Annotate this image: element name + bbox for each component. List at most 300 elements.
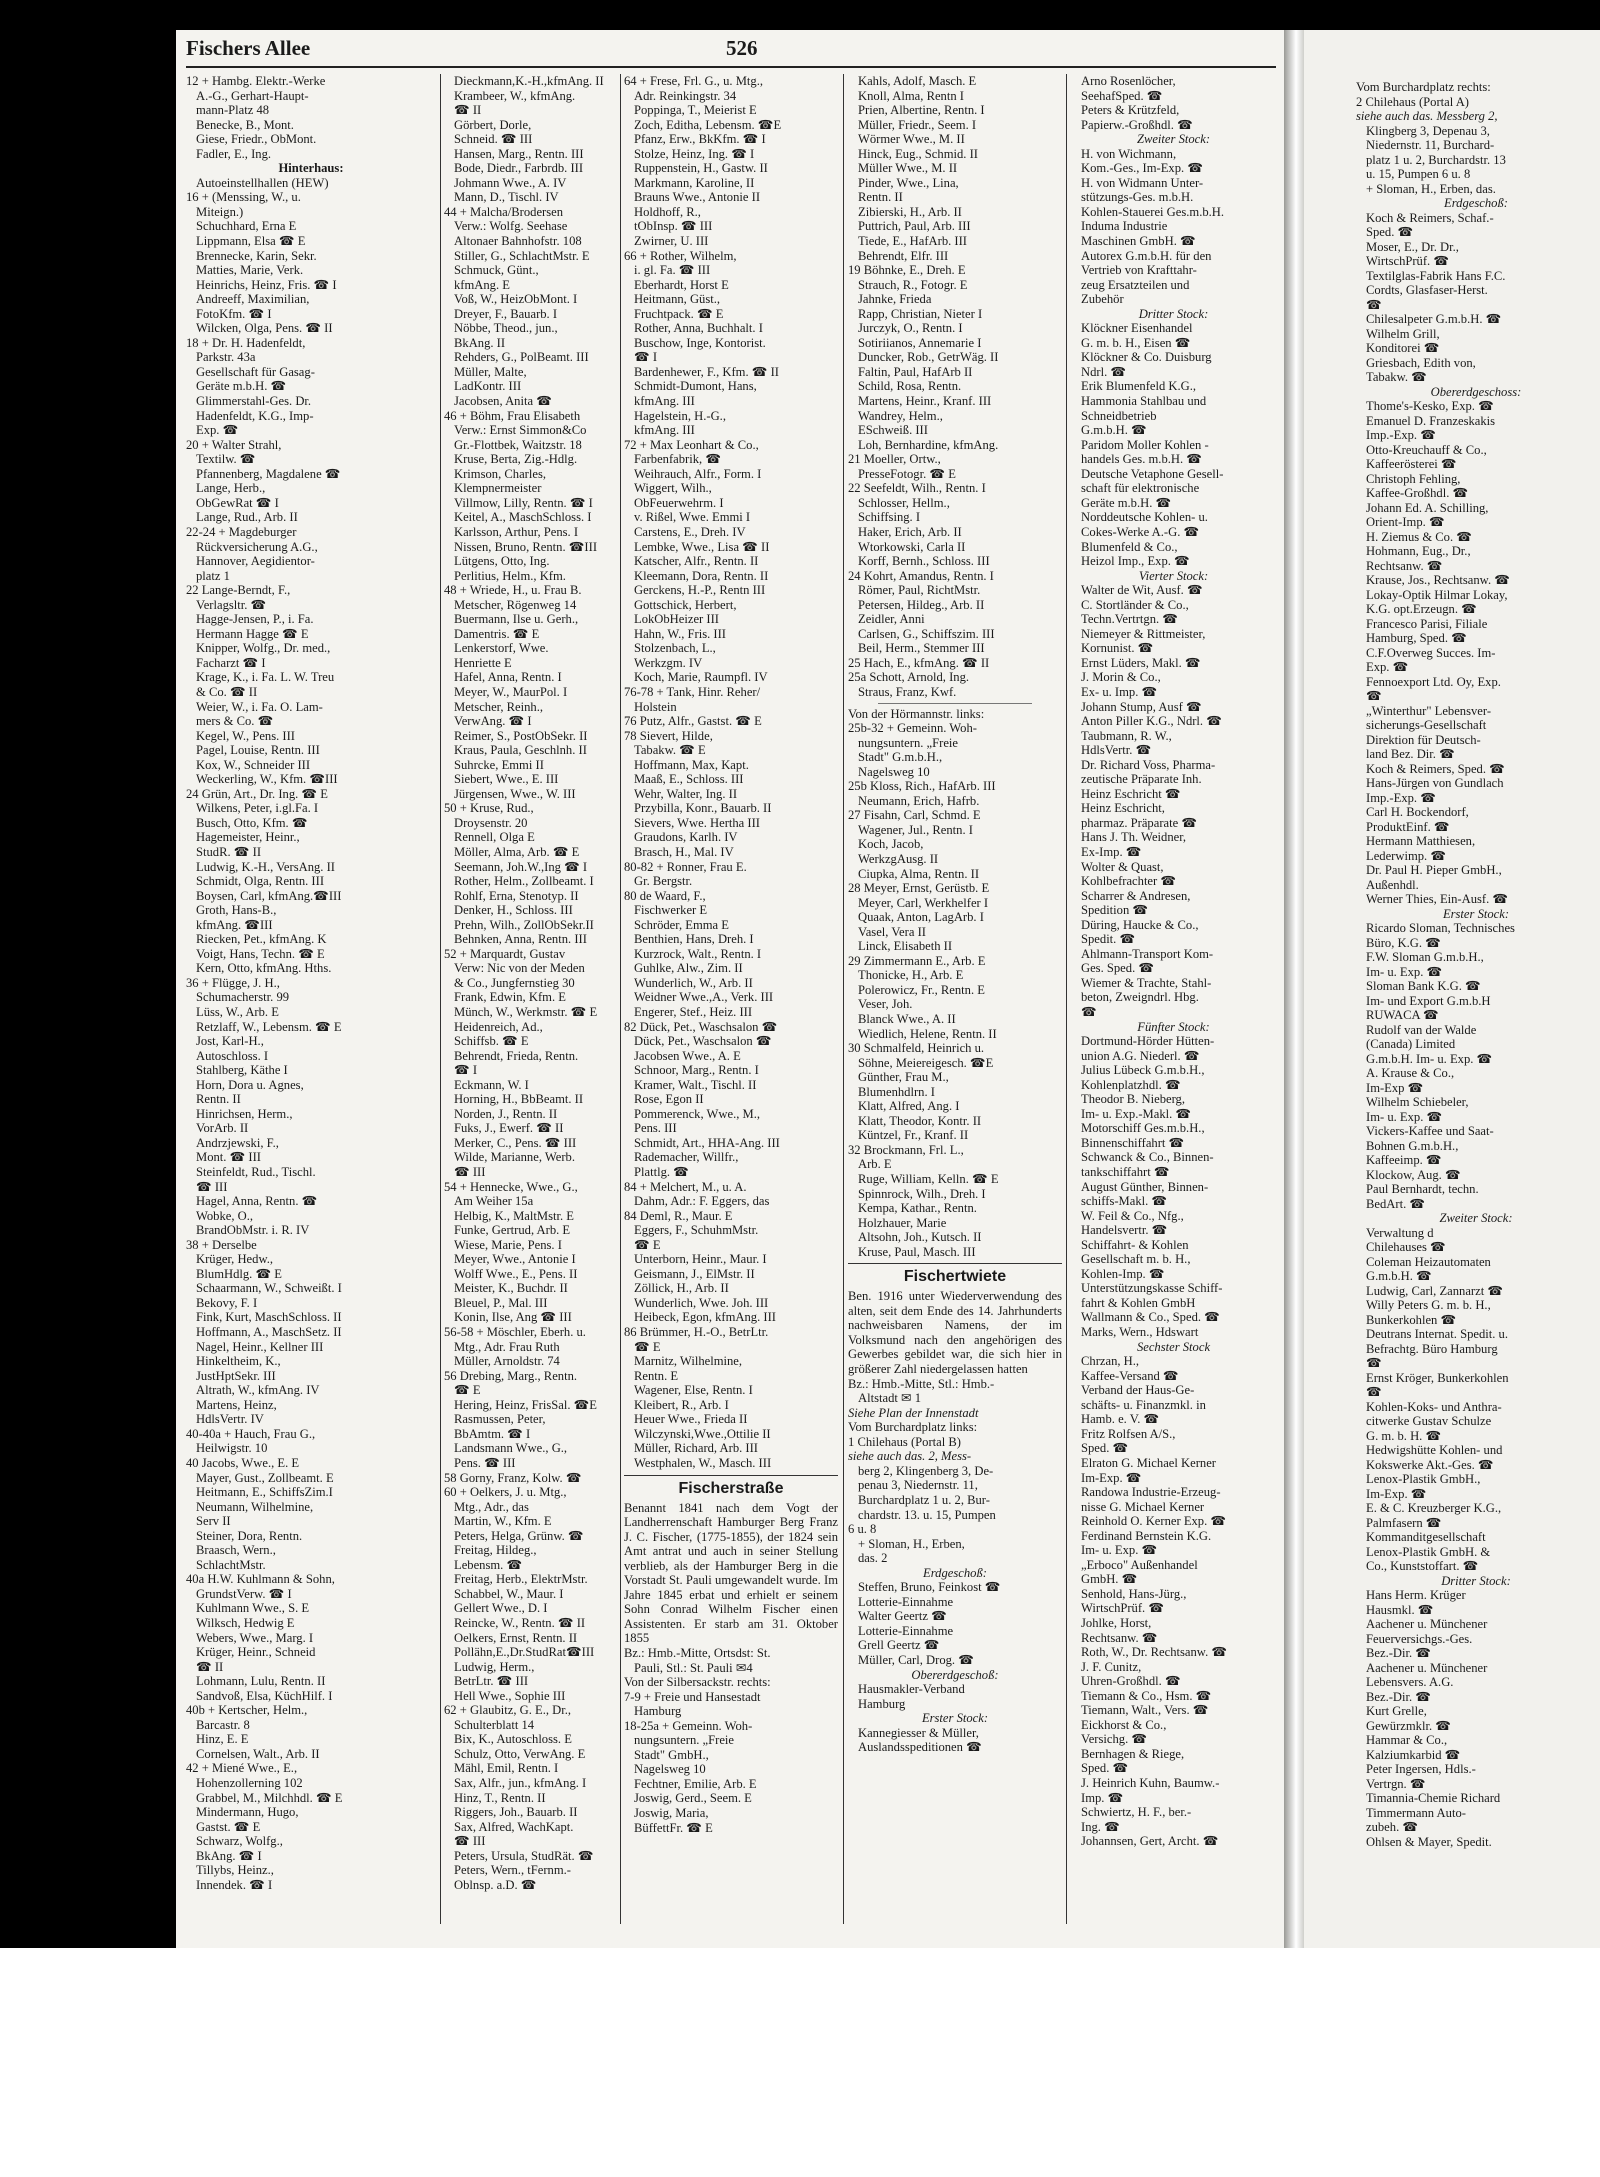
entry-line: Tiemann, Walt., Vers. ☎ [1081, 1703, 1209, 1718]
entry-line: Hoffmann, A., MaschSetz. II [196, 1325, 342, 1340]
entry-line: Sievers, Wwe. Hertha III [634, 815, 761, 830]
entry-line: Kegel, W., Pens. III [196, 728, 295, 743]
entry-line: Frank, Edwin, Kfm. E [454, 990, 566, 1005]
entry-line: Kurt Grelle, [1366, 1704, 1427, 1718]
entry-line: kfmAng. III [634, 423, 695, 438]
entry-line: Coleman Heizautomaten [1366, 1254, 1491, 1269]
entry-line: Koch, Jacob, [858, 837, 924, 852]
entry-line: Lütgens, Otto, Ing. [454, 554, 550, 569]
entry-line: Kox, W., Schneider III [196, 757, 311, 772]
entry-line: Seemann, Joh.W.,Ing ☎ I [454, 859, 588, 874]
entry-line: Werkzgm. IV [634, 655, 703, 670]
entry-line: 22 Lange-Berndt, F., [186, 583, 291, 598]
entry-line: Heitmann, Güst., [634, 292, 721, 307]
entry-line: Barcastr. 8 [196, 1717, 250, 1732]
entry-line: Müller, Friedr., Seem. I [858, 117, 977, 132]
entry-line: Kohlen-Koks- und Anthra- [1366, 1399, 1502, 1414]
entry-line: H. von Wichmann, [1081, 146, 1177, 161]
running-head: Fischers Allee [186, 36, 311, 60]
entry-line: Sandvoß, Elsa, KüchHilf. I [196, 1688, 333, 1703]
entry-line: chardstr. 13. u. 15, Pumpen [858, 1507, 996, 1522]
entry-line: Pagel, Louise, Rentn. III [196, 743, 320, 758]
entry-line: Ludwig, K.-H., VersAng. II [196, 859, 335, 874]
entry-line: Vertrgn. ☎ [1366, 1776, 1426, 1791]
entry-line: ☎ [1366, 1385, 1382, 1399]
entry-line: Joswig, Gerd., Seem. E [634, 1791, 752, 1806]
entry-line: Strauch, R., Fotogr. E [858, 277, 968, 292]
entry-line: (Canada) Limited [1366, 1037, 1456, 1051]
entry-line: Hannover, Aegidientor- [196, 554, 315, 569]
entry-line: ☎ [1366, 689, 1382, 703]
entry-line: mers & Co. ☎ [196, 714, 274, 729]
entry-line: Zöllick, H., Arb. II [634, 1281, 729, 1296]
entry-line: Ohlsen & Mayer, Spedit. [1366, 1834, 1492, 1849]
entry-line: Altsohn, Joh., Kutsch. II [858, 1230, 982, 1245]
entry-line: Benthien, Hans, Dreh. I [634, 932, 754, 947]
entry-line: Rohlf, Erna, Stenotyp. II [454, 888, 579, 903]
entry-line: Przybilla, Konr., Bauarb. II [634, 801, 772, 816]
entry-line: 76-78 + Tank, Hinr. Reher/ [624, 684, 761, 699]
entry-line: Schlosser, Hellm., [858, 495, 950, 510]
entry-line: Hagge-Jensen, P., i. Fa. [196, 612, 314, 627]
column-divider [1066, 74, 1067, 1924]
entry-line: Nagelsweg 10 [634, 1762, 706, 1777]
entry-line: Nissen, Bruno, Rentn. ☎III [454, 539, 598, 554]
entry-line: 24 Kohrt, Amandus, Rentn. I [848, 568, 994, 583]
entry-line: Behnken, Anna, Rentn. III [454, 932, 587, 947]
entry-line: Beil, Herm., Stemmer III [858, 641, 985, 656]
entry-line: Heizol Imp., Exp. ☎ [1081, 554, 1190, 569]
entry-line: BetrLtr. ☎ III [454, 1674, 529, 1689]
entry-line: Rademacher, Willfr., [634, 1150, 739, 1165]
entry-line: i. gl. Fa. ☎ III [634, 263, 711, 278]
entry-line: Konditorei ☎ [1366, 341, 1440, 355]
entry-line: ObFeuerwehrm. I [634, 495, 724, 510]
entry-line: Geismann, J., ElMstr. II [634, 1266, 755, 1281]
entry-line: Schneid. ☎ III [454, 132, 533, 147]
entry-line: platz 1 [196, 568, 230, 583]
entry-line: 54 + Hennecke, Wwe., G., [444, 1179, 578, 1194]
entry-line: Im- u. Exp. ☎ [1366, 1109, 1443, 1124]
entry-line: 80 de Waard, F., [624, 888, 706, 903]
entry-line: Bunkerkohlen ☎ [1366, 1312, 1457, 1327]
entry-line: Sped. ☎ [1081, 1761, 1129, 1776]
entry-line: Peters & Krützfeld, [1081, 103, 1180, 118]
column-3 [624, 74, 838, 1835]
entry-line: ProduktEinf. ☎ [1366, 819, 1450, 834]
entry-line: 48 + Wriede, H., u. Frau B. [444, 583, 582, 598]
entry-line: 46 + Böhm, Frau Elisabeth [444, 408, 581, 423]
entry-line: Innendek. ☎ I [196, 1877, 273, 1892]
entry-line: Schumacherstr. 99 [196, 990, 290, 1005]
entry-line: C.F.Overweg Succes. Im- [1366, 645, 1496, 660]
entry-line: Fechtner, Emilie, Arb. E [634, 1776, 757, 1791]
entry-line: Gr. Bergstr. [634, 874, 693, 889]
entry-line: Tabakw. ☎ E [634, 743, 706, 758]
entry-line: Paridom Moller Kohlen - [1081, 437, 1209, 452]
entry-line: Hafel, Anna, Rentn. I [454, 670, 562, 685]
entry-line: Klockow, Aug. ☎ [1366, 1167, 1461, 1182]
entry-line: Gellert Wwe., D. I [454, 1601, 548, 1616]
entry-line: RUWACA ☎ [1366, 1008, 1439, 1022]
entry-line: Verw.: Wolfg. Seehase [454, 219, 568, 234]
entry-line: Busch, Otto, Kfm. ☎ [196, 815, 308, 830]
entry-line: Rose, Egon II [634, 1092, 704, 1107]
entry-line: 66 + Rother, Wilhelm, [624, 248, 737, 263]
entry-line: Motorschiff Ges.m.b.H., [1081, 1121, 1205, 1136]
entry-line: Buermann, Ilse u. Gerh., [454, 612, 579, 627]
entry-line: Loh, Bernhardine, kfmAng. [858, 437, 999, 452]
entry-line: Fruchtpack. ☎ E [634, 306, 724, 321]
entry-line: Klingberg 3, Depenau 3, [1366, 123, 1490, 138]
entry-line: SeehafSped. ☎ [1081, 88, 1163, 103]
entry-line: Benecke, B., Mont. [196, 117, 294, 132]
entry-line: Jacobsen Wwe., A. E [634, 1048, 741, 1063]
entry-line: Bez.-Dir. ☎ [1366, 1646, 1431, 1660]
entry-line: zeutische Präparate Inh. [1081, 772, 1202, 787]
entry-line: BrandObMstr. i. R. IV [196, 1223, 310, 1238]
entry-line: Schiffahrt- & Kohlen [1081, 1237, 1189, 1252]
entry-line: Chilesalpeter G.m.b.H. ☎ [1366, 312, 1502, 326]
entry-line: Hammonia Stahlbau und [1081, 394, 1207, 409]
entry-line: 32 Brockmann, Frl. L., [848, 1142, 964, 1157]
entry-line: Am Weiher 15a [454, 1194, 534, 1209]
entry-line: Kempa, Kathar., Rentn. [858, 1201, 977, 1216]
entry-line: Fink, Kurt, MaschSchloss. II [196, 1310, 342, 1325]
entry-line: Von der Silbersackstr. rechts: [624, 1675, 771, 1690]
entry-line: Anton Piller K.G., Ndrl. ☎ [1081, 714, 1222, 729]
entry-line: Tabakw. ☎ [1366, 370, 1427, 384]
entry-line: Korff, Bernh., Schloss. III [858, 554, 990, 569]
entry-line: Pinder, Wwe., Lina, [858, 175, 959, 190]
column-2 [444, 74, 616, 1892]
entry-line: Blumenfeld & Co., [1081, 539, 1178, 554]
entry-line: 16 + (Menssing, W., u. [186, 190, 301, 205]
entry-line: Schulz, Otto, VerwAng. E [454, 1746, 586, 1761]
entry-line: Im- und Export G.m.b.H [1366, 993, 1491, 1008]
entry-line: E. & C. Kreuzberger K.G., [1366, 1501, 1502, 1515]
entry-line: Rechtsanw. ☎ [1081, 1630, 1158, 1645]
entry-line: Kalziumkarbid ☎ [1366, 1747, 1461, 1762]
entry-line: Klatt, Alfred, Ang. I [858, 1099, 960, 1114]
entry-line: penau 3, Niedernstr. 11, [858, 1478, 978, 1493]
entry-line: kfmAng. E [454, 277, 510, 292]
entry-line: Ndrl. ☎ [1081, 364, 1127, 379]
entry-line: ☎ I [634, 350, 658, 365]
entry-line: Horning, H., BbBeamt. II [454, 1092, 584, 1107]
entry-line: Fritz Rolfsen A/S., [1081, 1426, 1176, 1441]
entry-line: Kramer, Walt., Tischl. II [634, 1077, 757, 1092]
entry-line: Mindermann, Hugo, [196, 1805, 299, 1820]
entry-line: WirtschPrüf. ☎ [1366, 254, 1450, 268]
entry-line: Reinhold O. Kerner Exp. ☎ [1081, 1514, 1227, 1529]
entry-line: Wagener, Jul., Rentn. I [858, 822, 973, 837]
entry-line: 52 + Marquardt, Gustav [444, 946, 566, 961]
entry-line: Lebensvers. A.G. [1366, 1675, 1454, 1689]
entry-line: 36 + Flügge, J. H., [186, 975, 280, 990]
entry-line: Rückversicherung A.G., [196, 539, 318, 554]
entry-line: Wilhelm Schiebeler, [1366, 1095, 1469, 1109]
entry-line: Unterstützungskasse Schiff- [1081, 1281, 1223, 1296]
entry-line: Erik Blumenfeld K.G., [1081, 379, 1197, 394]
entry-line: Hinz, T., Rentn. II [454, 1790, 546, 1805]
entry-line: Lebensm. ☎ [454, 1557, 523, 1572]
entry-line: Glimmerstahl-Ges. Dr. [196, 394, 312, 409]
entry-line: Behrendt, Frieda, Rentn. [454, 1048, 579, 1063]
column-4 [848, 74, 1062, 1755]
entry-line: Zubehör [1081, 292, 1124, 307]
entry-line: Petersen, Hildeg., Arb. II [858, 597, 985, 612]
entry-line: Droysenstr. 20 [454, 815, 528, 830]
entry-line: Hagelstein, H.-G., [634, 408, 726, 423]
entry-line: zubeh. ☎ [1366, 1820, 1419, 1834]
entry-line: Wunderlich, Wwe. Joh. III [634, 1295, 769, 1310]
entry-line: Wilde, Marianne, Werb. [454, 1150, 575, 1165]
entry-line: LadKontr. III [454, 379, 522, 394]
entry-line: Zwirner, U. III [634, 234, 709, 249]
entry-line: Facharzt ☎ I [196, 655, 266, 670]
entry-line: Kom.-Ges., Im-Exp. ☎ [1081, 161, 1204, 176]
entry-line: Ludwig, Carl, Zannarzt ☎ [1366, 1283, 1504, 1298]
entry-line: Otto-Kreuchauff & Co., [1366, 442, 1487, 457]
page-header [186, 36, 1276, 64]
entry-line: Voigt, Hans, Techn. ☎ E [196, 946, 325, 961]
entry-line: Hamburg [858, 1696, 906, 1711]
entry-line: StudR. ☎ II [196, 844, 262, 859]
entry-line: 76 Putz, Alfr., Gastst. ☎ E [624, 714, 762, 729]
entry-line: Lenox-Plastik GmbH., [1366, 1472, 1481, 1486]
entry-line: handels Ges. m.b.H. ☎ [1081, 452, 1202, 467]
entry-line: Schwiertz, H. F., ber.- [1081, 1805, 1192, 1820]
entry-line: Karlsson, Arthur, Pens. I [454, 524, 579, 539]
entry-line: Pollähn,E.,Dr.StudRat☎III [454, 1645, 595, 1660]
entry-line: Serv II [196, 1514, 231, 1529]
entry-line: Im-Exp ☎ [1366, 1080, 1424, 1095]
entry-line: Sloman Bank K.G. ☎ [1366, 979, 1481, 993]
entry-line: Kuhlmann Wwe., S. E [196, 1601, 310, 1616]
entry-line: Peters, Wern., tFernm.- [454, 1863, 571, 1878]
entry-line: Müller Wwe., M. II [858, 161, 958, 176]
entry-line: Rentn. II [196, 1092, 241, 1107]
entry-line: Verwaltung d [1366, 1225, 1434, 1240]
entry-line: Im- u. Exp.-Makl. ☎ [1081, 1106, 1192, 1121]
entry-line: J. F. Cunitz, [1081, 1659, 1142, 1674]
entry-line: 50 + Kruse, Rud., [444, 801, 534, 816]
entry-line: Hedwigshütte Kohlen- und [1366, 1443, 1503, 1457]
entry-line: Weier, W., i. Fa. O. Lam- [196, 699, 323, 714]
entry-line: Bz.: Hmb.-Mitte, Stl.: Hmb.- [848, 1376, 995, 1391]
entry-line: Eggers, F., SchuhmMstr. [634, 1223, 759, 1238]
entry-line: ☎ E [634, 1237, 661, 1252]
entry-line: Im-Exp. ☎ [1366, 1486, 1427, 1501]
entry-line: Wolter & Quast, [1081, 859, 1164, 874]
entry-line: Spinnrock, Wilh., Dreh. I [858, 1186, 986, 1201]
entry-line: platz 1 u. 2, Burchardstr. 13 [1366, 152, 1506, 167]
entry-line: Westphalen, W., Masch. III [634, 1455, 772, 1470]
entry-line: & Co., Jungfernstieg 30 [454, 975, 575, 990]
entry-line: Stolze, Heinz, Ing. ☎ I [634, 146, 755, 161]
entry-line: schaft für elektronische [1081, 481, 1200, 496]
entry-line: Elraton G. Michael Kerner [1081, 1455, 1216, 1470]
entry-line: Taubmann, R. W., [1081, 728, 1172, 743]
entry-line: Knoll, Alma, Rentn I [858, 88, 964, 103]
entry-line: Wilczynski,Wwe.,Ottilie II [634, 1426, 771, 1441]
entry-line: Ahlmann-Transport Kom- [1081, 946, 1214, 961]
entry-line: Altonaer Bahnhofstr. 108 [454, 234, 582, 249]
entry-line: Hinrichsen, Herm., [196, 1106, 293, 1121]
entry-line: Kurzrock, Walt., Rentn. I [634, 946, 762, 961]
entry-line: nisse G. Michael Kerner [1081, 1499, 1205, 1514]
entry-line: Hausmakler-Verband [858, 1682, 965, 1697]
entry-line: berg 2, Klingenberg 3, De- [858, 1463, 994, 1478]
entry-line: Niemeyer & Rittmeister, [1081, 626, 1206, 641]
entry-line: Lenkerstorf, Wwe. [454, 641, 549, 656]
entry-line: u. 15, Pumpen 6 u. 8 [1366, 167, 1471, 181]
entry-line: Müller, Carl, Drog. ☎ [858, 1652, 974, 1667]
entry-line: 30 Schmalfeld, Heinrich u. [848, 1041, 985, 1056]
entry-line: Gastst. ☎ E [196, 1819, 261, 1834]
entry-line: HdlsVertr. ☎ [1081, 743, 1152, 758]
entry-line: Fennoexport Ltd. Oy, Exp. [1366, 674, 1501, 689]
entry-line: Neumann, Wilhelmine, [196, 1499, 314, 1514]
entry-line: Gr.-Flottbek, Waitzstr. 18 [454, 437, 582, 452]
entry-line: Ernst Lüders, Makl. ☎ [1081, 655, 1201, 670]
entry-line: 22 Seefeldt, Wilh., Rentn. I [848, 481, 986, 496]
entry-line: Meyer, Wwe., Antonie I [454, 1252, 576, 1267]
entry-line: Keitel, A., MaschSchloss. I [454, 510, 592, 525]
entry-line: citwerke Gustav Schulze [1366, 1414, 1492, 1428]
entry-line: Johmann Wwe., A. IV [454, 175, 567, 190]
entry-line: Außenhdl. [1366, 877, 1419, 892]
entry-line: Geräte m.b.H. ☎ [196, 379, 287, 394]
entry-line: Hinz, E. E [196, 1732, 249, 1747]
entry-line: 82 Dück, Pet., Waschsalon ☎ [624, 1019, 778, 1034]
entry-line: Sped. ☎ [1366, 225, 1414, 239]
entry-line: Kornunist. ☎ [1081, 641, 1154, 656]
entry-line: ☎ E [454, 1383, 481, 1398]
entry-line: Steiner, Dora, Rentn. [196, 1528, 303, 1543]
entry-line: Pens. ☎ III [454, 1455, 516, 1470]
entry-line: Hinck, Eug., Schmid. II [858, 146, 978, 161]
entry-line: Tiede, E., HafArb. III [858, 234, 968, 249]
entry-line: Kaffee-Großhdl. ☎ [1366, 486, 1469, 500]
entry-line: land Bez. Dir. ☎ [1366, 747, 1455, 761]
entry-line: Meister, K., Buchdr. II [454, 1281, 568, 1296]
entry-line: Wiggert, Wilh., [634, 481, 712, 496]
entry-line: Lippmann, Elsa ☎ E [196, 234, 306, 249]
entry-line: Bohnen G.m.b.H., [1366, 1138, 1459, 1153]
entry-line: Wiemer & Trachte, Stahl- [1081, 975, 1212, 990]
entry-line: Miteign.) [196, 204, 244, 219]
entry-line: Rother, Anna, Buchhalt. I [634, 321, 763, 336]
entry-line: 56-58 + Möschler, Eberh. u. [444, 1325, 586, 1340]
entry-line: Straus, Franz, Kwf. [858, 684, 957, 699]
entry-line: Steffen, Bruno, Feinkost ☎ [858, 1580, 1001, 1595]
entry-line: Plattlg. ☎ [634, 1165, 689, 1180]
entry-line: schiffs-Makl. ☎ [1081, 1194, 1168, 1209]
floor-heading: Erdgeschoß: [923, 1565, 987, 1580]
entry-line: 25b-32 + Gemeinn. Woh- [848, 721, 977, 736]
entry-line: Gewürzmklr. ☎ [1366, 1718, 1451, 1733]
entry-line: Rother, Helm., Zollbeamt. I [454, 874, 594, 889]
entry-line: Landsmann Wwe., G., [454, 1441, 568, 1456]
entry-line: Römer, Paul, RichtMstr. [858, 583, 981, 598]
entry-line: PresseFotogr. ☎ E [858, 466, 956, 481]
entry-line: Vickers-Kaffee und Saat- [1366, 1124, 1494, 1138]
entry-line: Hoffmann, Max, Kapt. [634, 757, 749, 772]
entry-line: Geräte m.b.H. ☎ [1081, 495, 1172, 510]
entry-line: Freitag, Herb., ElektrMstr. [454, 1572, 588, 1587]
entry-line: Villmow, Lilly, Rentn. ☎ I [454, 495, 593, 510]
entry-line: Zeidler, Anni [858, 612, 925, 627]
entry-line: Peter Ingersen, Hdls.- [1366, 1762, 1476, 1776]
entry-line: Lenox-Plastik GmbH. & [1366, 1544, 1491, 1559]
entry-line: Tiemann & Co., Hsm. ☎ [1081, 1688, 1212, 1703]
entry-line: Norden, J., Rentn. II [454, 1106, 558, 1121]
entry-line: BkAng. II [454, 335, 506, 350]
entry-line: Heitmann, E., SchiffsZim.I [196, 1485, 333, 1500]
entry-line: Norddeutsche Kohlen- u. [1081, 510, 1208, 525]
entry-line: Zibierski, H., Arb. II [858, 204, 962, 219]
floor-heading: Fünfter Stock: [1137, 1019, 1210, 1034]
entry-line: Verlagsltr. ☎ [196, 597, 267, 612]
entry-line: Braasch, Wern., [196, 1543, 276, 1558]
entry-line: Lederwimp. ☎ [1366, 848, 1447, 863]
entry-line: Zoch, Editha, Lebensm. ☎E [634, 117, 782, 132]
entry-line: Hinkeltheim, K., [196, 1354, 281, 1369]
entry-line: Mont. ☎ III [196, 1150, 262, 1165]
entry-line: 40a H.W. Kuhlmann & Sohn, [186, 1572, 335, 1587]
entry-line: Freitag, Hildeg., [454, 1543, 537, 1558]
entry-line: Puttrich, Paul, Arb. III [858, 219, 971, 234]
entry-line: Dieckmann,K.-H.,kfmAng. II [454, 74, 604, 88]
entry-line: ☎ I [454, 1063, 478, 1078]
entry-line: Julius Lübeck G.m.b.H., [1081, 1063, 1205, 1078]
entry-line: 60 + Oelkers, J. u. Mtg., [444, 1485, 567, 1500]
entry-line: Horn, Dora u. Agnes, [196, 1077, 304, 1092]
entry-line: Roth, W., Dr. Rechtsanw. ☎ [1081, 1645, 1228, 1660]
entry-line: Ludwig, Herm., [454, 1659, 535, 1674]
entry-line: Maaß, E., Schloss. III [634, 772, 744, 787]
entry-line: Engerer, Stef., Heiz. III [634, 1005, 753, 1019]
entry-line: Direktion für Deutsch- [1366, 732, 1481, 747]
entry-line: Riecken, Pet., kfmAng. K [196, 932, 327, 947]
entry-line: Johann Stump, Ausf ☎ [1081, 699, 1202, 714]
entry-line: Dr. Richard Voss, Pharma- [1081, 757, 1216, 772]
entry-line: Hausmkl. ☎ [1366, 1602, 1434, 1617]
entry-line: Haker, Erich, Arb. II [858, 524, 962, 539]
entry-line: Hering, Heinz, FrisSal. ☎E [454, 1397, 598, 1412]
entry-line: Arb. E [858, 1157, 892, 1172]
entry-line: Retzlaff, W., Lebensm. ☎ E [196, 1019, 342, 1034]
entry-line: Metscher, Reinh., [454, 699, 544, 714]
entry-line: Krüger, Hedw., [196, 1252, 274, 1267]
entry-line: C. Stortländer & Co., [1081, 597, 1189, 612]
entry-line: Rehders, G., PolBeamt. III [454, 350, 589, 365]
entry-line: A.-G., Gerhart-Haupt- [196, 88, 309, 103]
entry-line: 24 Grün, Art., Dr. Ing. ☎ E [186, 786, 328, 801]
entry-line: Voß, W., HeizObMont. I [454, 292, 578, 307]
entry-line: Walter Geertz ☎ [858, 1609, 947, 1624]
entry-line: Klöckner & Co. Duisburg [1081, 350, 1212, 365]
entry-line: BedArt. ☎ [1366, 1196, 1426, 1211]
entry-line: & Co. ☎ II [196, 684, 258, 699]
entry-line: Henriette E [454, 655, 512, 670]
entry-line: Möller, Alma, Arb. ☎ E [454, 844, 580, 859]
entry-line: Klempnermeister [454, 481, 542, 496]
entry-line: Wolff Wwe., E., Pens. II [454, 1266, 578, 1281]
entry-line: LokObHeizer III [634, 612, 719, 627]
